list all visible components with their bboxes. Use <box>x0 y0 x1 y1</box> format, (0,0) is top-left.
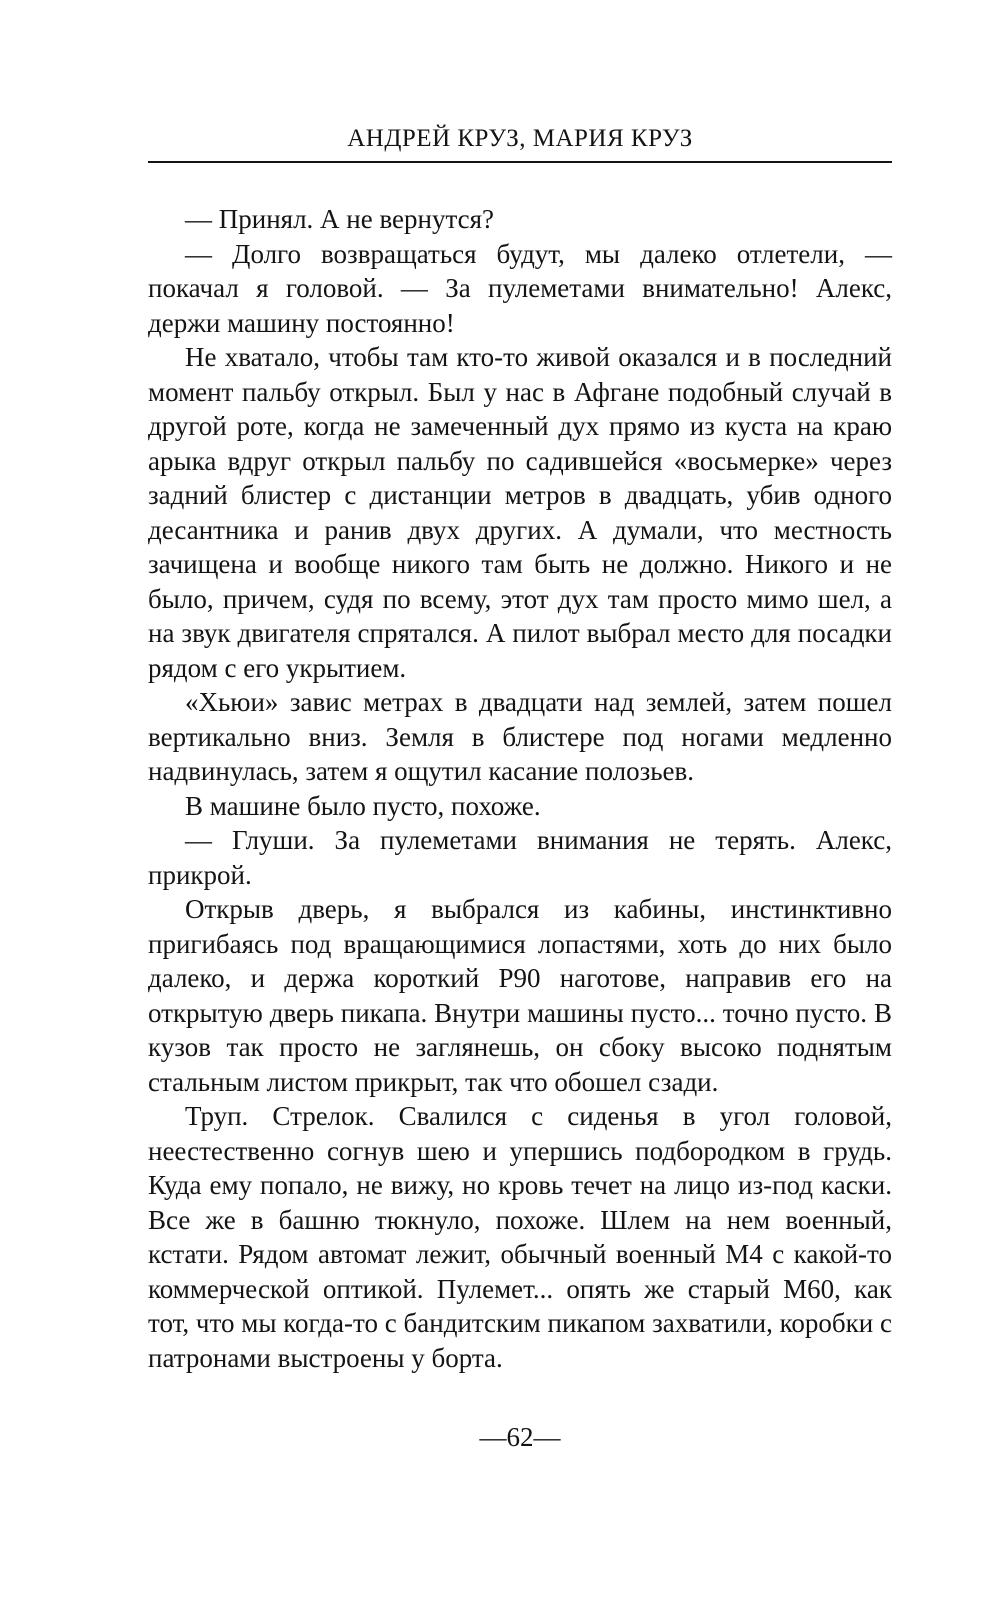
running-title: АНДРЕЙ КРУЗ, МАРИЯ КРУЗ <box>347 125 693 152</box>
page-number: —62— <box>479 1422 561 1452</box>
body-text <box>148 202 892 1375</box>
paragraph: Открыв дверь, я выбрался из кабины, инстинктивно пригибаясь под вращающимися лопастями, хоть до них было далеко, и держа короткий Р90 наготове, направив его на открытую дверь пикапа. Внутри машины пусто... точно пусто. В кузов так просто не заглянешь, он сбоку высоко поднятым стальным листом прикрыт, так что обошел сзади. <box>148 894 892 1097</box>
paragraph: Не хватало, чтобы там кто-то живой оказался и в последний момент пальбу открыл. Был у нас в Афгане подобный случай в другой роте, когда не замеченный дух прямо из куста на краю арыка вдруг открыл пальбу по садившейся «восьмерке» через задний блистер с дистанции метров в двадцать, убив одного десантника и ранив двух других. А думали, что местность зачищена и вообще никого там быть не должно. Никого и не было, причем, судя по всему, этот дух там просто мимо шел, а на звук двигателя спрятался. А пилот выбрал место для посадки рядом с его укрытием. <box>148 342 892 683</box>
paragraph: — Глуши. За пулеметами внимания не терять. Алекс, прикрой. <box>148 825 892 890</box>
header-rule <box>148 161 892 163</box>
paragraph: — Принял. А не вернутся? <box>185 204 495 234</box>
paragraph: «Хьюи» завис метрах в двадцати над землей, затем пошел вертикально вниз. Земля в блистере под ногами медленно надвинулась, затем я ощутил касание полозьев. <box>148 687 892 786</box>
paragraph: В машине было пусто, похоже. <box>185 790 541 821</box>
paragraph: Труп. Стрелок. Свалился с сиденья в угол головой, неестественно согнув шею и упершись подбородком в грудь. Куда ему попало, не вижу, но кровь течет на лицо из-под каски. Все же в башню тюкнуло, похоже. Шлем на нем военный, кстати. Рядом автомат лежит, обычный военный М4 с какой-то коммерческой оптикой. Пулемет... опять же старый М60, как тот, что мы когда-то с бандитским пикапом захватили, коробки с патронами выстроены у борта. <box>148 1101 892 1373</box>
paragraph: — Долго возвращаться будут, мы далеко отлетели, — покачал я головой. — За пулеметами внимательно! Алекс, держи машину постоянно! <box>148 238 892 338</box>
